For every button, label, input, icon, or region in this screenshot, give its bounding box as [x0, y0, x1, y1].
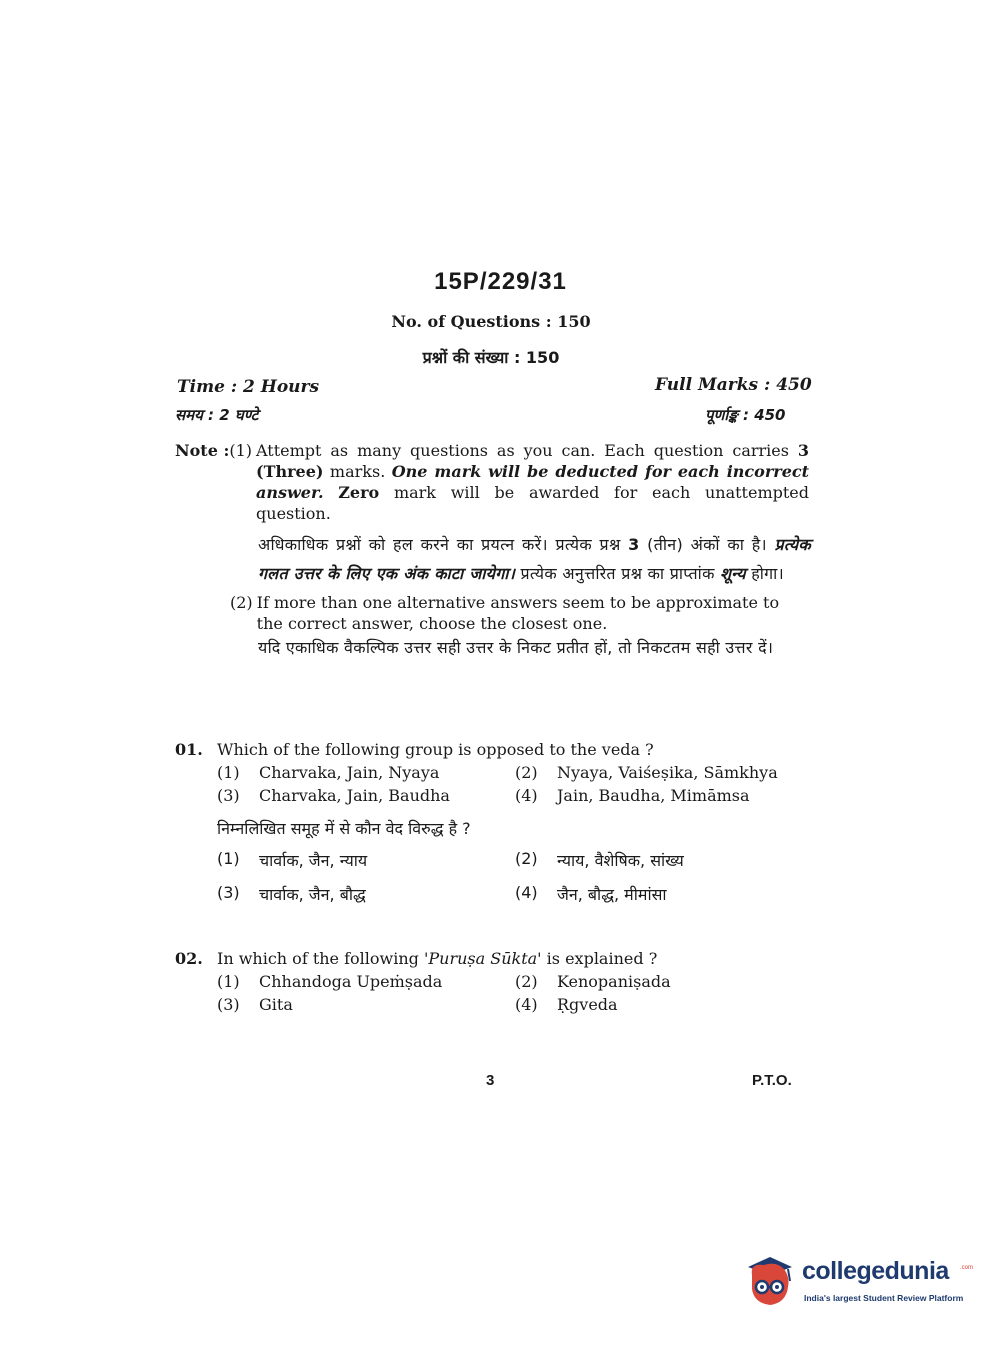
logo-tagline: India's largest Student Review Platform: [804, 1293, 964, 1303]
note-number-1: (1): [229, 441, 253, 460]
option-3: (3) Gita: [217, 995, 293, 1014]
time-en: Time : 2 Hours: [177, 377, 320, 397]
option-hi-3: (3) चार्वाक, जैन, बौद्ध: [217, 883, 366, 904]
full-marks-en: Full Marks : 450: [655, 375, 812, 395]
option-3: (3) Charvaka, Jain, Baudha: [217, 786, 450, 805]
option-2: (2) Nyaya, Vaiśeṣika, Sāmkhya: [515, 763, 778, 782]
question-text: In which of the following 'Puruṣa Sūkta' is explained ?: [217, 949, 658, 968]
paper-code: 15P/229/31: [434, 268, 567, 295]
question-text: Which of the following group is opposed to the veda ?: [217, 740, 654, 759]
note-item-1: [175, 440, 815, 524]
options-en: [217, 763, 815, 805]
note-number-2: (2): [230, 593, 253, 612]
logo-name: collegedunia: [802, 1257, 949, 1285]
options-en: [217, 972, 815, 1014]
mascot-icon: [742, 1251, 800, 1311]
question-02: [175, 949, 815, 1014]
note-text-1: Attempt as many questions as you can. Each question carries 3 (Three) marks. One mark will be deducted for each incorrect answer. Zero mark will be awarded for each unattempted question.: [256, 441, 810, 523]
question-text-hi: निम्नलिखित समूह में से कौन वेद विरुद्ध है ?: [217, 819, 471, 838]
option-hi-1: (1) चार्वाक, जैन, न्याय: [217, 849, 368, 870]
pto-label: P.T.O.: [752, 1072, 792, 1089]
option-4: (4) Ṛgveda: [515, 995, 618, 1014]
full-marks-hi: पूर्णाङ्क : 450: [705, 406, 786, 424]
note-item-2: [230, 592, 815, 634]
option-1: (1) Charvaka, Jain, Nyaya: [217, 763, 440, 782]
num-questions-hi: प्रश्नों की संख्या : 150: [422, 348, 560, 367]
question-01: [175, 740, 815, 905]
option-4: (4) Jain, Baudha, Mimāmsa: [515, 786, 750, 805]
option-hi-4: (4) जैन, बौद्ध, मीमांसा: [515, 883, 667, 904]
page-number: 3: [486, 1072, 495, 1089]
note-label: Note :: [175, 441, 230, 460]
logo-domain: .com: [960, 1265, 974, 1271]
note-block: [175, 440, 815, 662]
note-text-2-hi: यदि एकाधिक वैकल्पिक उत्तर सही उत्तर के निकट प्रतीत हों, तो निकटतम सही उत्तर दें।: [258, 638, 774, 657]
options-hi: [217, 849, 815, 905]
option-1: (1) Chhandoga Upeṁṣada: [217, 972, 443, 991]
num-questions-en: No. of Questions : 150: [391, 312, 591, 331]
option-2: (2) Kenopaniṣada: [515, 972, 671, 991]
time-hi: समय : 2 घण्टे: [175, 406, 259, 424]
question-number: 02.: [175, 949, 203, 968]
collegedunia-logo: [742, 1251, 972, 1311]
option-hi-2: (2) न्याय, वैशेषिक, सांख्य: [515, 849, 684, 870]
note-text-2: If more than one alternative answers seem to be approximate to the correct answer, choose the closest one.: [256, 593, 780, 633]
question-number: 01.: [175, 740, 203, 759]
note-text-1-hi: अधिकाधिक प्रश्नों को हल करने का प्रयत्न करें। प्रत्येक प्रश्न 3 (तीन) अंकों का है। प्रत्येक गलत उत्तर के लिए एक अंक काटा जायेगा। प्रत्येक अनुत्तरित प्रश्न का प्राप्तांक शून्य होगा।: [258, 535, 812, 583]
